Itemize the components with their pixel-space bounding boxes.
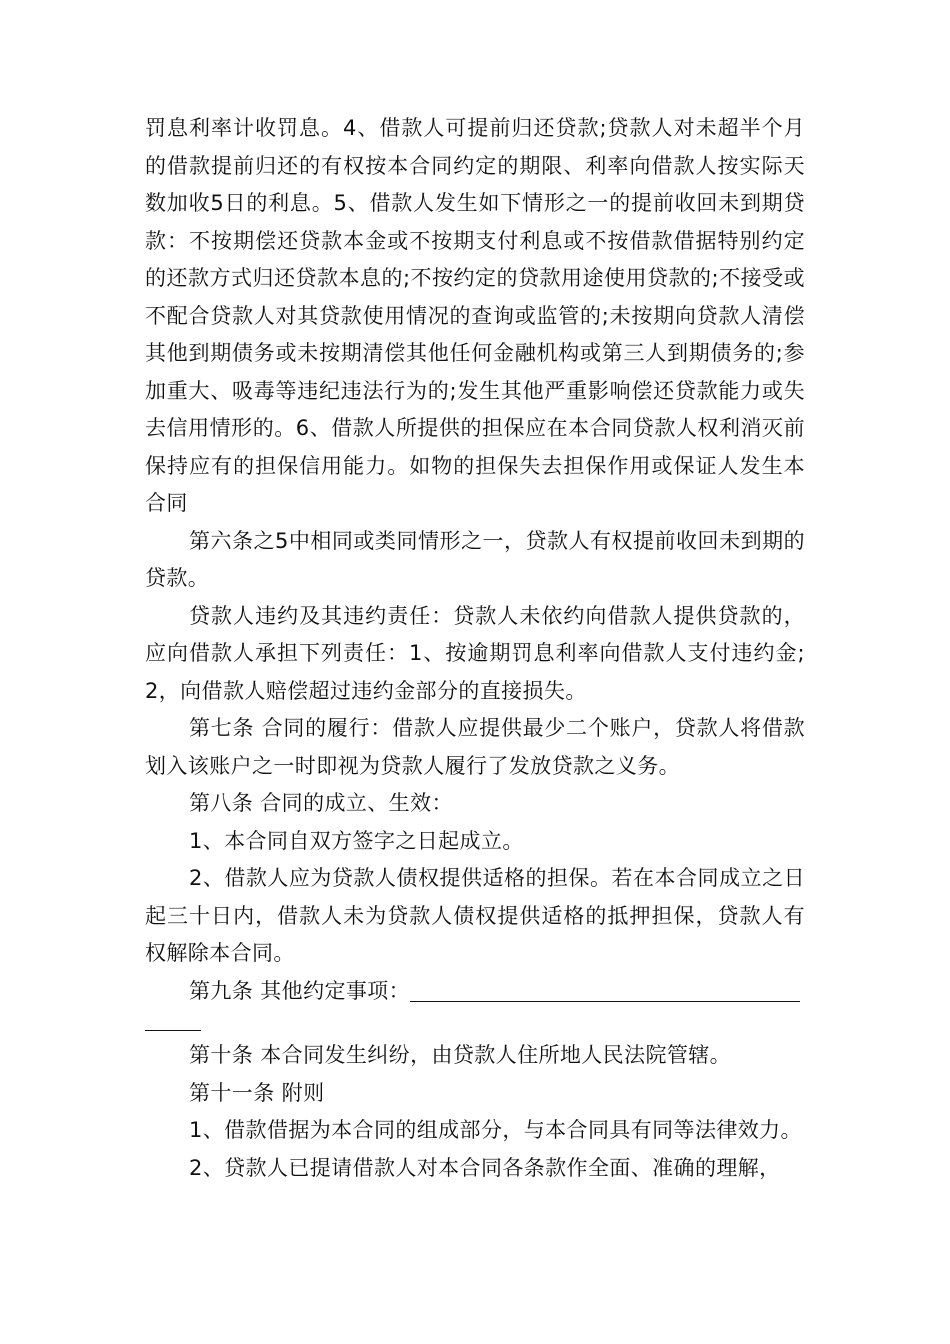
paragraph-penalty-terms: 罚息利率计收罚息。4、借款人可提前归还贷款;贷款人对未超半个月的借款提前归还的有权按本合同约定的期限、利率向借款人按实际天数加收5日的利息。5、借款人发生如下情形之一的提前收回未到期贷款：不按期偿还贷款本金或不按期支付利息或不按借款借据特别约定的还款方式归还贷款本息的;不按约定的贷款用途使用贷款的;不接受或不配合贷款人对其贷款使用情况的查询或监管的;未按期向贷款人清偿其他到期债务或未按期清偿其他任何金融机构或第三人到期债务的;参加重大、吸毒等违纪违法行为的;发生其他严重影响偿还贷款能力或失去信用情形的。6、借款人所提供的担保应在本合同贷款人权利消灭前保持应有的担保信用能力。如物的担保失去担保作用或保证人发生本合同 bbox=[145, 116, 805, 515]
paragraph-article-7: 第七条 合同的履行：借款人应提供最少二个账户，贷款人将借款划入该账户之一时即视为贷款人履行了发放贷款之义务。 bbox=[145, 716, 805, 778]
paragraph-article-8-heading: 第八条 合同的成立、生效： bbox=[189, 791, 453, 815]
paragraph-lender-default: 贷款人违约及其违约责任：贷款人未依约向借款人提供贷款的，应向借款人承担下列责任：1、按逾期罚息利率向借款人支付违约金;2，向借款人赔偿超过违约金部分的直接损失。 bbox=[145, 603, 805, 703]
paragraph-article-8-item-1: 1、本合同自双方签字之日起成立。 bbox=[189, 828, 524, 853]
paragraph-article-8-item-2: 2、借款人应为贷款人债权提供适格的担保。若在本合同成立之日起三十日内，借款人未为贷款人债权提供适格的抵押担保，贷款人有权解除本合同。 bbox=[145, 866, 805, 965]
paragraph-article-6-note: 第六条之5中相同或类同情形之一，贷款人有权提前收回未到期的贷款。 bbox=[145, 528, 805, 590]
paragraph-article-11-heading: 第十一条 附则 bbox=[189, 1080, 325, 1105]
document-body bbox=[145, 110, 805, 1187]
fill-in-blank-line-continued bbox=[145, 1012, 201, 1031]
paragraph-article-11-item-2: 2、贷款人已提请借款人对本合同各条款作全面、准确的理解， bbox=[189, 1155, 781, 1180]
paragraph-article-10: 第十条 本合同发生纠纷，由贷款人住所地人民法院管辖。 bbox=[189, 1043, 732, 1067]
paragraph-article-11-item-1: 1、借款借据为本合同的组成部分，与本合同具有同等法律效力。 bbox=[189, 1118, 802, 1142]
fill-in-blank-line bbox=[410, 977, 800, 1002]
article-9-label: 第九条 其他约定事项： bbox=[189, 978, 411, 1003]
paragraph-article-9 bbox=[145, 973, 805, 1011]
